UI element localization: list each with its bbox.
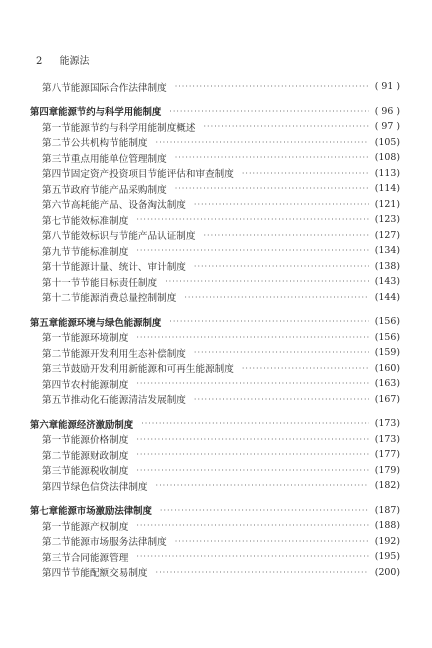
dot-leader	[242, 364, 369, 373]
section-number: 第四节	[42, 379, 71, 391]
section-page: (143)	[374, 276, 400, 288]
section-title: 绿色信贷法律制度	[70, 481, 148, 493]
section-title: 能源税收制度	[70, 466, 129, 478]
section-page: (179)	[374, 464, 400, 476]
toc-section-row[interactable]	[30, 150, 400, 166]
section-title: 能源国际合作法律制度	[70, 82, 167, 94]
section-number: 第四节	[42, 481, 71, 493]
section-title: 能源环境制度	[70, 333, 129, 345]
toc-section-row[interactable]	[30, 243, 400, 259]
section-number: 第一节	[42, 435, 71, 447]
dot-leader	[165, 277, 369, 286]
dot-leader	[204, 122, 369, 131]
toc-section-row[interactable]	[30, 565, 400, 581]
section-page: (123)	[374, 214, 400, 226]
section-page: ( 97 )	[374, 121, 400, 133]
dot-leader	[194, 200, 369, 209]
section-page: (200)	[374, 566, 400, 578]
section-title: 合同能源管理	[70, 552, 129, 564]
section-title: 能效标准制度	[70, 215, 129, 227]
section-title: 节能配额交易制度	[70, 568, 148, 580]
toc-section-row[interactable]	[30, 274, 400, 290]
toc-section-row[interactable]	[30, 447, 400, 463]
section-page: (195)	[374, 551, 400, 563]
chapter-page: (173)	[374, 418, 400, 430]
chapter-page: (156)	[374, 316, 400, 328]
section-number: 第三节	[42, 552, 71, 564]
toc-chapter-row[interactable]	[30, 503, 400, 519]
toc-section-row[interactable]	[30, 518, 400, 534]
chapter-title: 能源环境与绿色能源制度	[58, 317, 162, 329]
dot-leader	[136, 466, 368, 475]
section-number: 第二节	[42, 138, 71, 150]
toc-section-row[interactable]	[30, 197, 400, 213]
section-page: (156)	[374, 331, 400, 343]
toc-section-row[interactable]	[30, 361, 400, 377]
section-title: 鼓励开发利用新能源和可再生能源制度	[70, 364, 234, 376]
toc-section-row[interactable]	[30, 290, 400, 306]
toc-chapter-row[interactable]	[30, 314, 400, 330]
spacer	[30, 407, 400, 416]
section-number: 第七节	[42, 215, 71, 227]
dot-leader	[156, 481, 369, 490]
toc-section-row[interactable]	[30, 478, 400, 494]
section-page: (177)	[374, 449, 400, 461]
section-number: 第九节	[42, 246, 71, 258]
section-number: 第二节	[42, 450, 71, 462]
spacer	[30, 305, 400, 314]
chapter-title: 能源经济激励制度	[58, 419, 134, 431]
section-title: 重点用能单位管理制度	[70, 153, 167, 165]
section-number: 第一节	[42, 122, 71, 134]
section-page: (173)	[374, 433, 400, 445]
section-page: (114)	[374, 183, 400, 195]
section-page: (138)	[374, 260, 400, 272]
section-title: 能源节约与科学用能制度概述	[70, 122, 196, 134]
section-number: 第五节	[42, 395, 71, 407]
section-number: 第二节	[42, 537, 71, 549]
section-page: (167)	[374, 393, 400, 405]
dot-leader	[136, 246, 368, 255]
dot-leader	[136, 450, 368, 459]
dot-leader	[136, 215, 368, 224]
section-page: (160)	[374, 362, 400, 374]
section-title: 政府节能产品采购制度	[70, 184, 167, 196]
dot-leader	[169, 107, 369, 116]
chapter-page: ( 96 )	[374, 105, 400, 117]
toc-section-row[interactable]	[30, 463, 400, 479]
section-page: (192)	[374, 535, 400, 547]
section-number: 第四节	[42, 568, 71, 580]
section-page: (188)	[374, 520, 400, 532]
section-title: 能效标识与节能产品认证制度	[70, 231, 196, 243]
toc-section-row[interactable]	[30, 549, 400, 565]
section-number: 第二节	[42, 348, 71, 360]
chapter-number: 第四章	[30, 107, 59, 119]
dot-leader	[194, 395, 369, 404]
section-page: ( 91 )	[374, 81, 400, 93]
section-page: (159)	[374, 347, 400, 359]
dot-leader	[136, 333, 368, 342]
chapter-title: 能源市场激励法律制度	[58, 506, 152, 518]
section-title: 固定资产投资项目节能评估和审查制度	[70, 169, 234, 181]
toc-section-row[interactable]	[30, 376, 400, 392]
chapter-number: 第六章	[30, 419, 59, 431]
toc-section-row[interactable]	[30, 534, 400, 550]
section-page: (121)	[374, 198, 400, 210]
section-title: 公共机构节能制度	[70, 138, 148, 150]
spacer	[30, 95, 400, 104]
dot-leader	[160, 506, 369, 515]
toc-section-row[interactable]	[30, 119, 400, 135]
section-number: 第十节	[42, 262, 71, 274]
section-title: 能源财政制度	[70, 450, 129, 462]
section-title: 能源消费总量控制制度	[80, 293, 177, 305]
toc-section-row[interactable]	[30, 181, 400, 197]
section-number: 第三节	[42, 153, 71, 165]
dot-leader	[156, 568, 369, 577]
spacer	[30, 494, 400, 503]
dot-leader	[242, 169, 369, 178]
section-title: 节能标准制度	[70, 246, 129, 258]
section-number: 第三节	[42, 364, 71, 376]
toc-section-row[interactable]	[30, 166, 400, 182]
section-title: 节能目标责任制度	[80, 277, 158, 289]
section-number: 第一节	[42, 333, 71, 345]
toc-section-row[interactable]	[30, 392, 400, 408]
section-title: 能源产权制度	[70, 521, 129, 533]
section-page: (105)	[374, 136, 400, 148]
section-page: (108)	[374, 152, 400, 164]
section-title: 推动化石能源清洁发展制度	[70, 395, 186, 407]
toc-section-row[interactable]	[30, 345, 400, 361]
book-title: 能源法	[59, 56, 90, 67]
section-number: 第十一节	[42, 277, 81, 289]
section-page: (182)	[374, 480, 400, 492]
section-number: 第三节	[42, 466, 71, 478]
section-number: 第十二节	[42, 293, 81, 305]
toc-section-row[interactable]	[30, 259, 400, 275]
section-number: 第四节	[42, 169, 71, 181]
toc-chapter-row[interactable]	[30, 416, 400, 432]
chapter-page: (187)	[374, 504, 400, 516]
dot-leader	[175, 184, 369, 193]
section-title: 能源计量、统计、审计制度	[70, 262, 186, 274]
page-number: 2	[36, 56, 43, 67]
section-page: (113)	[374, 167, 400, 179]
dot-leader	[136, 521, 368, 530]
chapter-number: 第五章	[30, 317, 59, 329]
section-page: (144)	[374, 291, 400, 303]
dot-leader	[175, 153, 369, 162]
section-page: (134)	[374, 245, 400, 257]
section-number: 第一节	[42, 521, 71, 533]
dot-leader	[136, 379, 368, 388]
dot-leader	[169, 317, 369, 326]
section-title: 高耗能产品、设备淘汰制度	[70, 200, 186, 212]
dot-leader	[141, 419, 369, 428]
section-number: 第八节	[42, 82, 71, 94]
chapter-number: 第七章	[30, 506, 59, 518]
dot-leader	[136, 435, 368, 444]
section-number: 第六节	[42, 200, 71, 212]
section-number: 第五节	[42, 184, 71, 196]
dot-leader	[194, 262, 369, 271]
dot-leader	[136, 552, 368, 561]
toc-section-row[interactable]	[30, 432, 400, 448]
toc-section-row[interactable]	[30, 212, 400, 228]
dot-leader	[156, 138, 369, 147]
section-title: 能源价格制度	[70, 435, 129, 447]
section-title: 能源市场服务法律制度	[70, 537, 167, 549]
table-of-contents	[30, 79, 400, 580]
section-title: 能源开发利用生态补偿制度	[70, 348, 186, 360]
section-page: (163)	[374, 378, 400, 390]
dot-leader	[184, 293, 368, 302]
toc-section-row[interactable]	[30, 330, 400, 346]
dot-leader	[204, 231, 369, 240]
toc-section-row[interactable]	[30, 79, 400, 95]
toc-chapter-row[interactable]	[30, 104, 400, 120]
section-page: (127)	[374, 229, 400, 241]
running-head	[36, 52, 90, 67]
dot-leader	[175, 82, 369, 91]
chapter-title: 能源节约与科学用能制度	[58, 107, 162, 119]
dot-leader	[175, 537, 369, 546]
section-title: 农村能源制度	[70, 379, 129, 391]
section-number: 第八节	[42, 231, 71, 243]
toc-section-row[interactable]	[30, 135, 400, 151]
toc-section-row[interactable]	[30, 228, 400, 244]
dot-leader	[194, 348, 369, 357]
